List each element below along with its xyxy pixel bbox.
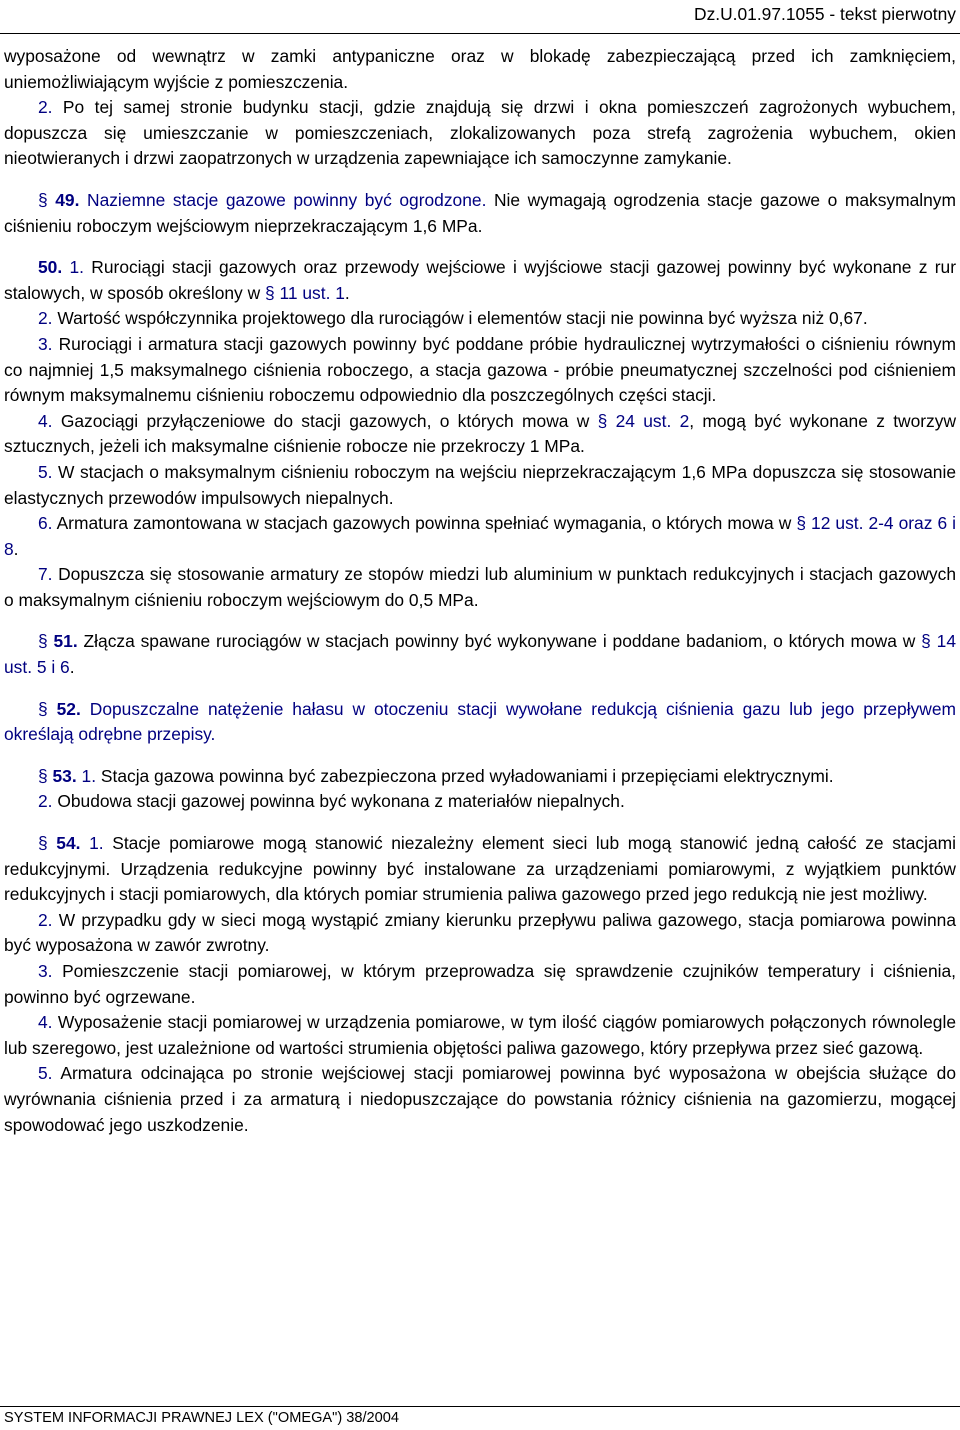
paragraph-text[interactable]: Dopuszczalne natężenie hałasu w otoczeniu stacji wywołane redukcją ciśnienia gazu lub jego przepływem określają odrębne przepisy. bbox=[4, 698, 956, 745]
section-54-item-3 bbox=[4, 959, 956, 1010]
paragraph-text: Po tej samej stronie budynku stacji, gdzie znajdują się drzwi i okna pomieszczeń zagrożonych wybuchem, dopuszcza się umieszczanie w pomieszczeniach, zlokalizowanych poza strefą zagrożenia wybuchem, okien nieotwieranych i drzwi zaopatrzonych w urządzenia zapewniające ich samoczynne zamykanie. bbox=[4, 97, 956, 169]
item-number[interactable]: 6. bbox=[38, 513, 53, 534]
paragraph-text: W przypadku gdy w sieci mogą wystąpić zmiany kierunku przepływu paliwa gazowego, stacja pomiarowa powinna być wyposażona w zawór zwrotny. bbox=[4, 909, 956, 956]
document-body bbox=[4, 44, 956, 1138]
section-number[interactable]: 53. bbox=[52, 765, 77, 786]
paragraph-text: Gazociągi przyłączeniowe do stacji gazowych, o których mowa w bbox=[52, 410, 598, 431]
section-sign[interactable]: § bbox=[264, 282, 275, 303]
section-50-item-3 bbox=[4, 332, 956, 409]
paragraph-text: . bbox=[13, 538, 19, 559]
paragraph-text: . bbox=[344, 282, 350, 303]
item-number[interactable]: 4. bbox=[38, 410, 53, 431]
paragraph-text: wyposażone od wewnątrz w zamki antypaniczne oraz w blokadę zabezpieczającą przed ich zamknięciem, uniemożliwiającym wyjście z pomieszczenia. bbox=[4, 46, 956, 92]
section-sign[interactable]: § bbox=[38, 765, 48, 786]
cross-reference[interactable]: 12 ust. 2-4 oraz 6 i 8 bbox=[4, 513, 956, 559]
section-49 bbox=[4, 188, 956, 239]
paragraph-text: Pomieszczenie stacji pomiarowej, w którym przeprowadza się sprawdzenie czujników temperatury i ciśnienia, powinno być ogrzewane. bbox=[4, 961, 956, 1007]
paragraph-text: Stacja gazowa powinna być zabezpieczona przed wyładowaniami i przepięciami elektrycznymi. bbox=[96, 765, 834, 786]
section-50-item-4 bbox=[4, 409, 956, 460]
paragraph-text: Armatura zamontowana w stacjach gazowych powinna spełniać wymagania, o których mowa w bbox=[52, 513, 797, 534]
item-number[interactable]: 2. bbox=[38, 97, 53, 118]
paragraph-text: Wartość współczynnika projektowego dla rurociągów i elementów stacji nie powinna być wyższa niż 0,67. bbox=[52, 308, 868, 329]
item-number[interactable]: 2. bbox=[38, 791, 53, 812]
footer-divider bbox=[0, 1406, 960, 1407]
item-number[interactable]: 3. bbox=[38, 333, 53, 354]
item-number[interactable]: 4. bbox=[38, 1012, 53, 1033]
section-54-item-4 bbox=[4, 1010, 956, 1061]
section-number[interactable]: 50. bbox=[38, 257, 63, 278]
section-52 bbox=[4, 697, 956, 748]
section-sign[interactable]: § bbox=[921, 631, 931, 652]
page-footer: SYSTEM INFORMACJI PRAWNEJ LEX ("OMEGA") 38/2004 bbox=[4, 1410, 400, 1426]
section-number[interactable]: 51. bbox=[53, 631, 78, 652]
cross-reference[interactable]: 11 ust. 1 bbox=[279, 282, 345, 303]
item-number[interactable]: 2. bbox=[38, 308, 53, 329]
document-id: Dz.U.01.97.1055 - tekst pierwotny bbox=[694, 4, 956, 24]
paragraph-text: Rurociągi i armatura stacji gazowych powinny być poddane próbie hydraulicznej wytrzymałości o ciśnieniu równym co najmniej 1,5 maksymalnego ciśnienia roboczego, a stacja gazowa - próbie pneumatycznej szczelności pod ciśnieniem równym maksymalnemu ciśnieniu roboczemu odpowiednio dla poszczególnych części stacji. bbox=[4, 333, 956, 406]
section-50-item-2 bbox=[4, 306, 956, 332]
section-54-item-2 bbox=[4, 908, 956, 959]
paragraph-text: Wyposażenie stacji pomiarowej w urządzenia pomiarowe, w tym ilość ciągów pomiarowych połączonych równolegle lub szeregowo, jest uzależnione od wartości strumienia objętości paliwa gazowego, który przepływa przez sieć gazową. bbox=[4, 1012, 956, 1058]
section-53-item-1 bbox=[4, 764, 956, 790]
section-lead[interactable]: Naziemne stacje gazowe powinny być ogrodzone. bbox=[79, 189, 487, 210]
section-54-item-1 bbox=[4, 831, 956, 908]
item-number[interactable]: 1. bbox=[89, 833, 104, 854]
paragraph-text: , mogą być wykonane z tworzyw sztucznych, jeżeli ich maksymalne ciśnienie robocze nie przekroczy 1 MPa. bbox=[4, 410, 956, 457]
paragraph-text: . bbox=[69, 657, 75, 678]
section-53-item-2 bbox=[4, 789, 956, 815]
paragraph-text: Obudowa stacji gazowej powinna być wykonana z materiałów niepalnych. bbox=[52, 791, 625, 812]
item-number[interactable]: 1. bbox=[81, 765, 97, 786]
section-number[interactable]: 54. bbox=[56, 833, 81, 854]
paragraph-text: Stacje pomiarowe mogą stanowić niezależny element sieci lub mogą stanowić jedną całość ze stacjami redukcyjnymi. Urządzenia redukcyjne powinny być instalowane za urządzeniami pomiarowymi, z wyjątkiem punktów redukcyjnych i stacji pomiarowych, dla których pomiar strumienia paliwa gazowego przed jego redukcją nie jest możliwy. bbox=[4, 833, 956, 905]
section-50-item-7 bbox=[4, 562, 956, 613]
paragraph-text: Złącza spawane rurociągów w stacjach powinny być wykonywane i poddane badaniom, o których mowa w bbox=[77, 631, 922, 652]
paragraph bbox=[4, 95, 956, 172]
section-50-item-1 bbox=[4, 255, 956, 306]
item-number[interactable]: 7. bbox=[38, 564, 53, 585]
section-54-item-5 bbox=[4, 1061, 956, 1138]
section-number[interactable]: 49. bbox=[55, 189, 80, 210]
section-sign[interactable]: § bbox=[38, 631, 48, 652]
paragraph-text: Rurociągi stacji gazowych oraz przewody wejściowe i wyjściowe stacji gazowej powinny być wykonane z rur stalowych, w sposób określony w bbox=[4, 257, 956, 303]
item-number[interactable]: 5. bbox=[38, 1063, 53, 1084]
section-sign[interactable]: § bbox=[38, 189, 48, 210]
paragraph-text: Nie wymagają ogrodzenia stacje gazowe o maksymalnym ciśnieniu roboczym wejściowym nieprzekraczającym 1,6 MPa. bbox=[4, 189, 956, 236]
section-51 bbox=[4, 629, 956, 680]
section-sign[interactable]: § bbox=[796, 513, 806, 534]
paragraph bbox=[4, 44, 956, 95]
item-number[interactable]: 2. bbox=[38, 909, 53, 930]
item-number[interactable]: 1. bbox=[69, 257, 84, 278]
page-header bbox=[0, 0, 960, 34]
paragraph-text: Dopuszcza się stosowanie armatury ze stopów miedzi lub aluminium w punktach redukcyjnych i stacjach gazowych o maksymalnym ciśnieniu roboczym wejściowym do 0,5 MPa. bbox=[4, 564, 956, 610]
item-number[interactable]: 3. bbox=[38, 961, 53, 981]
section-sign[interactable]: § bbox=[38, 698, 48, 719]
cross-reference[interactable]: 24 ust. 2 bbox=[615, 410, 690, 431]
item-number[interactable]: 5. bbox=[38, 461, 53, 482]
section-sign[interactable]: § bbox=[597, 410, 608, 431]
section-50-item-5 bbox=[4, 460, 956, 511]
section-number[interactable]: 52. bbox=[56, 698, 81, 719]
paragraph-text: W stacjach o maksymalnym ciśnieniu roboczym na wejściu nieprzekraczającym 1,6 MPa dopuszcza się stosowanie elastycznych przewodów impulsowych niepalnych. bbox=[4, 461, 956, 508]
paragraph-text: Armatura odcinająca po stronie wejściowej stacji pomiarowej powinna być wyposażona w obejścia służące do wyrównania ciśnienia przed i za armaturą i niedopuszczające do powstania różnicy ciśnienia na gazomierzu, mogącej spowodować jego uszkodzenie. bbox=[4, 1063, 956, 1135]
section-50-item-6 bbox=[4, 511, 956, 562]
section-sign[interactable]: § bbox=[38, 833, 48, 854]
cross-reference[interactable]: 14 ust. 5 i 6 bbox=[4, 631, 956, 678]
